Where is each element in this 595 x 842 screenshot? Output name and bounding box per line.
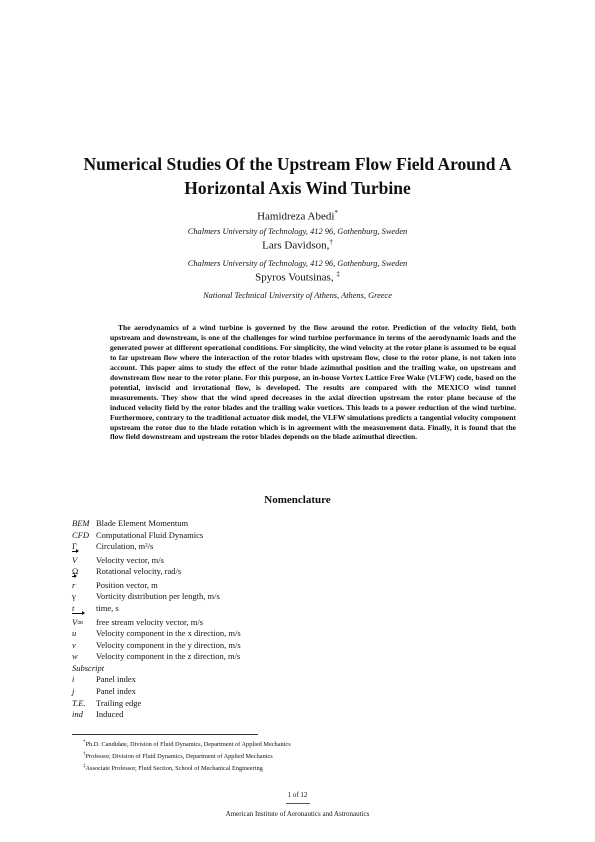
subscript-symbol: T.E.	[72, 697, 86, 708]
nomenclature-definition: Position vector, m	[96, 579, 158, 590]
author-name: Hamidreza Abedi*	[257, 209, 338, 223]
nomenclature-symbol: BEM	[72, 518, 90, 528]
nomenclature-symbol: w	[72, 651, 78, 662]
title-line-1: Numerical Studies Of the Upstream Flow Field Around A	[83, 154, 512, 174]
subscript-symbol: ind	[72, 709, 83, 720]
nomenclature-symbol: CFD	[72, 529, 89, 540]
nomenclature-entry	[72, 566, 241, 578]
footnote-mark: *	[334, 209, 338, 217]
nomenclature-symbol: Ω	[72, 566, 79, 577]
subscript-entry	[72, 674, 241, 686]
nomenclature-definition: Velocity component in the z direction, m/s	[96, 651, 241, 662]
nomenclature-entry	[72, 615, 241, 629]
footnote-mark: †	[329, 238, 333, 246]
nomenclature-definition: free stream velocity vector, m/s	[96, 616, 204, 627]
footnotes	[83, 738, 291, 773]
nomenclature-definition: time, s	[96, 602, 119, 613]
nomenclature-symbol: Γ	[72, 541, 77, 552]
subscript-entry	[72, 686, 241, 698]
footnote: †Professor, Division of Fluid Dynamics, Department of Applied Mechanics	[83, 751, 273, 760]
nomenclature-symbol: u	[72, 628, 77, 639]
page-number-divider	[286, 803, 310, 804]
nomenclature-entry	[72, 591, 241, 603]
author-name: Lars Davidson,†	[262, 238, 333, 252]
nomenclature-symbol: V	[72, 553, 96, 567]
subscript-symbol: i	[72, 674, 75, 685]
nomenclature-definition: Velocity vector, m/s	[96, 554, 164, 565]
nomenclature-definition: Circulation, m²/s	[96, 541, 154, 552]
nomenclature-symbol: r	[72, 578, 96, 592]
author-name: Spyros Voutsinas, ‡	[255, 270, 340, 284]
subscript-entry	[72, 698, 241, 710]
nomenclature-definition: Velocity component in the y direction, m/s	[96, 639, 241, 650]
subscript-entry	[72, 709, 241, 721]
nomenclature-entry	[72, 651, 241, 663]
nomenclature-entry	[72, 530, 241, 542]
paper-title	[60, 152, 535, 200]
subscript-definition: Induced	[96, 709, 124, 720]
title-line-2: Horizontal Axis Wind Turbine	[184, 178, 411, 198]
nomenclature-definition: Velocity component in the x direction, m/s	[96, 628, 241, 639]
nomenclature-entry	[72, 603, 241, 615]
abstract: The aerodynamics of a wind turbine is governed by the flow around the rotor. Prediction of the velocity field, both upstream and downstream, is one of the challenges for wind turbine performance in terms of the aerodynamic loads and the generated power at different operational conditions. For simplicity, the wind velocity at the rotor plane is assumed to be equal to far upstream flow where the interaction of the rotor blades with upstream flow, close to the rotor plane, is not taken into account. This paper aims to study the effect of the rotor blade azimuthal position and the trailing wake, on upstream and downstream flow near to the rotor plane. For this purpose, an in-house Vortex Lattice Free Wake (VLFW) code, based on the potential, inviscid and irrotational flow, is developed. The results are compared with the MEXICO wind tunnel measurements. They show that the wind speed decreases in the axial direction upstream the rotor plane because of the induced velocity field by the rotor blades and the trailing wake vortices. This leads to a power reduction of the wind turbine. Furthermore, contrary to the traditional actuator disk model, the VLFW simulations predicts a tangential velocity component upstream the rotor due to the blade rotation which is in agreement with the measurement data. Finally, it is found that the flow field downstream and upstream the rotor blades depends on the blade azimuthal direction.	[110, 323, 516, 442]
nomenclature-definition: Blade Element Momentum	[96, 518, 189, 528]
nomenclature-definition: Computational Fluid Dynamics	[96, 529, 204, 540]
nomenclature-entry	[72, 541, 241, 553]
nomenclature-list	[72, 518, 241, 721]
nomenclature-heading: Nomenclature	[264, 494, 331, 506]
author-affiliation: Chalmers University of Technology, 412 96, Gothenburg, Sweden	[187, 259, 408, 268]
nomenclature-entry	[72, 553, 241, 567]
subscript-heading: Subscript	[72, 662, 105, 673]
footnote-mark: ‡	[336, 270, 340, 278]
author-affiliation: National Technical University of Athens, Athens, Greece	[203, 291, 392, 300]
subscript-definition: Trailing edge	[96, 697, 142, 708]
footnote: ‡Associate Professor, Fluid Section, School of Mechanical Engineering	[83, 763, 263, 772]
footnote-divider	[72, 734, 258, 735]
nomenclature-entry	[72, 518, 241, 530]
nomenclature-entry	[72, 578, 241, 592]
nomenclature-definition: Rotational velocity, rad/s	[96, 566, 182, 577]
nomenclature-symbol: V∞	[72, 615, 96, 629]
subscript-symbol: j	[72, 686, 75, 697]
nomenclature-definition: Vorticity distribution per length, m/s	[96, 591, 220, 602]
nomenclature-entry	[72, 628, 241, 640]
publisher-footer: American Institute of Aeronautics and Astronautics	[225, 810, 370, 818]
subscript-definition: Panel index	[96, 674, 136, 685]
subscript-definition: Panel index	[96, 686, 136, 697]
nomenclature-symbol: v	[72, 639, 76, 650]
nomenclature-symbol: γ	[72, 591, 76, 602]
page-number: 1 of 12	[287, 791, 308, 799]
author-affiliation: Chalmers University of Technology, 412 96, Gothenburg, Sweden	[187, 227, 408, 236]
nomenclature-entry	[72, 640, 241, 652]
footnote: *Ph.D. Candidate, Division of Fluid Dynamics, Department of Applied Mechanics	[83, 740, 291, 749]
nomenclature-symbol: t	[72, 602, 75, 613]
